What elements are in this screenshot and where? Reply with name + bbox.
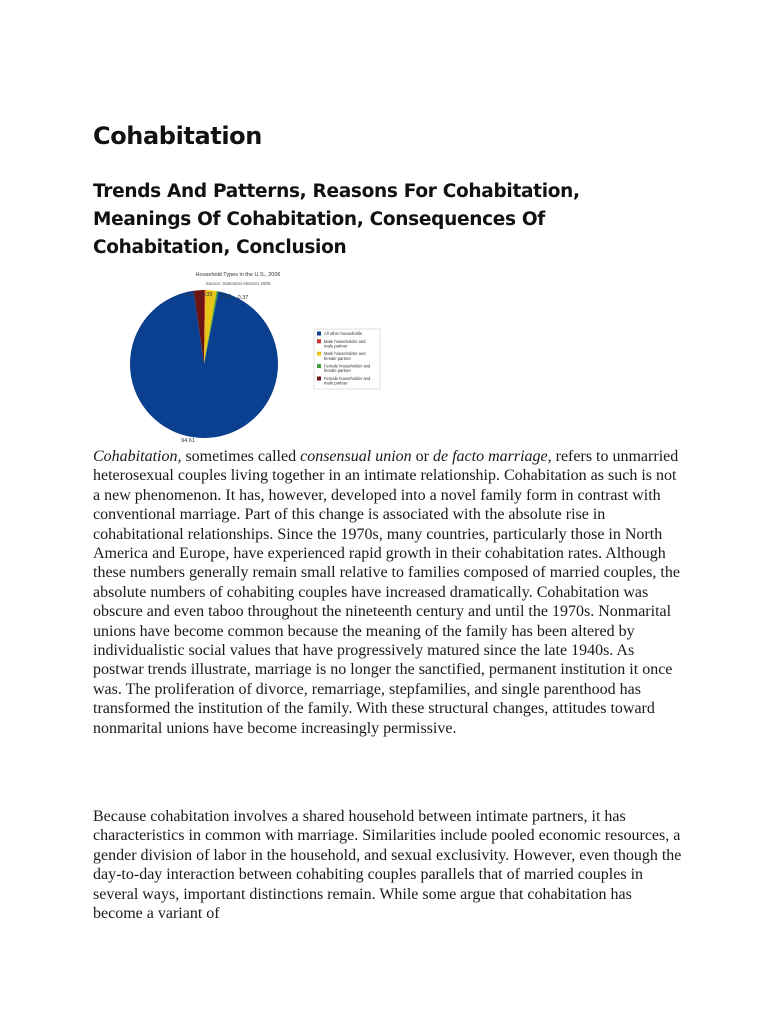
article-subtitle: Trends And Patterns, Reasons For Cohabitation, Meanings Of Cohabitation, Consequences Of Cohabitation, Conclusion xyxy=(93,181,580,258)
legend-entry: Male householder and male partner xyxy=(324,338,366,349)
legend-swatch xyxy=(317,339,321,343)
pie-value-label: 94.61 xyxy=(181,438,195,444)
term-cohabitation: Cohabitation, xyxy=(93,448,182,465)
paragraph-1-text-a: sometimes called xyxy=(181,448,301,465)
chart-title: Household Types in the U.S., 2006 xyxy=(195,272,281,278)
legend-entry: Male householder and female partner xyxy=(324,351,366,361)
pie-value-label: 2.27 xyxy=(185,292,197,298)
pie-chart-svg xyxy=(120,266,400,446)
pie-slices xyxy=(130,290,278,438)
pie-value-label: 0.33 xyxy=(201,292,213,298)
chart-subtitle: Source: Statistical Abstract 2006 xyxy=(205,281,271,286)
pie-value-label: 0.37 xyxy=(237,295,249,301)
legend-entry: Female householder and female partner xyxy=(324,363,371,374)
legend-swatch xyxy=(317,364,321,368)
legend-swatch xyxy=(317,377,321,381)
legend-entry: All other households xyxy=(324,331,362,336)
term-consensual-union: consensual union xyxy=(300,448,412,465)
pie-value-label: 2.42 xyxy=(220,294,232,300)
legend-swatch xyxy=(317,332,321,336)
chart-legend xyxy=(314,329,380,389)
paragraph-1-text-b: or xyxy=(411,448,433,465)
household-types-chart xyxy=(120,266,400,446)
legend-swatch xyxy=(317,352,321,356)
paragraph-2: Because cohabitation involves a shared household between intimate partners, it has characteristics in common with marriage. Similarities include pooled economic resources, a gender division of labor in the household, and sexual exclusivity. However, even though the day-to-day interaction between cohabiting couples parallels that of married couples in several ways, important distinctions remain. While some argue that cohabitation has become a variant of xyxy=(93,808,682,923)
paragraph-1 xyxy=(93,447,683,738)
term-de-facto-marriage: de facto marriage, xyxy=(432,448,552,465)
article-title: Cohabitation xyxy=(93,122,262,150)
legend-entry: Female householder and male partner xyxy=(324,376,371,386)
paragraph-1-text-c: refers to unmarried heterosexual couples living together in an intimate relationship. Cohabitation as such is not a new phenomenon. It has, however, developed into a novel family form in contrast with conventional marriage. Part of this change is associated with the absolute rise in cohabitational relationships. Since the 1970s, many countries, particularly those in North America and Europe, have experienced rapid growth in their cohabitation rates. Although these numbers generally remain small relative to families composed of married couples, the absolute numbers of cohabiting couples have increased dramatically. Cohabitation was obscure and even taboo throughout the nineteenth century and until the 1970s. Nonmarital unions have become common because the meaning of the family has been altered by individualistic social values that have progressively matured since the late 1940s. As postwar trends illustrate, marriage is no longer the sanctified, permanent institution it once was. The proliferation of divorce, remarriage, stepfamilies, and single parenthood has transformed the institution of the family. With these structural changes, attitudes toward nonmarital unions have become increasingly permissive. xyxy=(93,448,680,737)
